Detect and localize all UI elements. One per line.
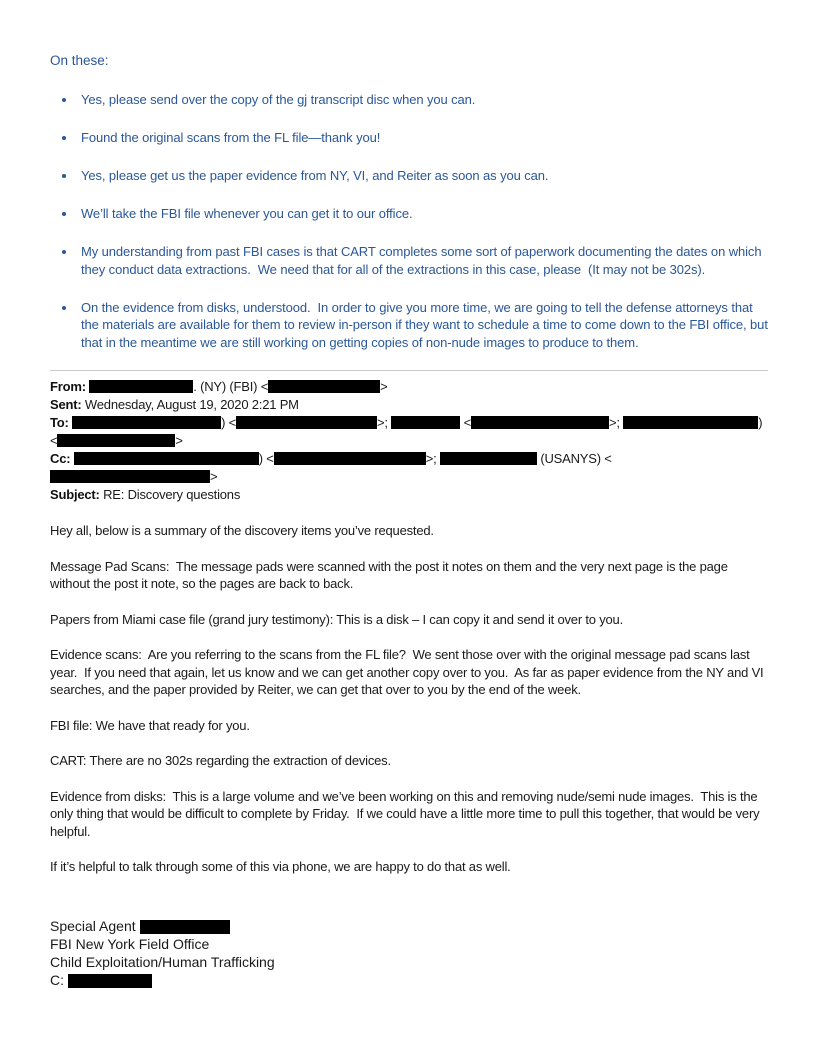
body-paragraph: Hey all, below is a summary of the discovery items you’ve requested. (50, 523, 434, 538)
signature-cell (50, 971, 768, 989)
header-field-label: Subject: (50, 487, 104, 502)
bullet-item: • Yes, please get us the paper evidence from NY, VI, and Reiter as soon as you can. (77, 167, 768, 185)
redaction-bar (471, 416, 609, 429)
body-paragraph: Message Pad Scans: The message pads were scanned with the post it notes on them and the very next page is the page without the post it note, so the pages are back to back. (50, 558, 732, 591)
email-body (50, 522, 768, 876)
header-line-to (50, 414, 768, 432)
bullet-item: • Yes, please send over the copy of the gj transcript disc when you can. (77, 91, 768, 109)
body-paragraph: Evidence from disks: This is a large volume and we’ve been working on this and removing nude/semi nude images. This is the only thing that would be difficult to complete by Friday. If we could have a little more time to pull this together, that would be very helpful. (50, 788, 763, 839)
email-header (50, 378, 768, 504)
signature-unit (50, 953, 768, 971)
redaction-bar (236, 416, 377, 429)
body-paragraph: If it’s helpful to talk through some of this via phone, we are happy to do that as well. (50, 859, 511, 874)
signature-name (50, 917, 768, 935)
text-segment: FBI New York Field Office (50, 935, 210, 952)
redaction-bar (50, 470, 210, 483)
text-segment: Wednesday, August 19, 2020 2:21 PM (84, 397, 299, 412)
body-paragraph: Evidence scans: Are you referring to the scans from the FL file? We sent those over with the original message pad scans last year. If you need that again, let us know and we can get another copy over to you. As far as paper evidence from the NY and VI searches, and the paper provided by Reiter, we can get that over to you by the end of the week. (50, 647, 767, 697)
header-field-label: From: (50, 379, 90, 394)
text-segment: >; (425, 451, 440, 466)
text-segment: Child Exploitation/Human Trafficking (50, 953, 275, 970)
text-segment: RE: Discovery questions (103, 487, 241, 502)
text-segment: C: (50, 971, 68, 988)
header-line-sent (50, 396, 768, 414)
body-paragraph: CART: There are no 302s regarding the extraction of devices. (50, 753, 391, 768)
signature-office (50, 935, 768, 953)
header-line-to-continued (50, 432, 768, 450)
quoted-reply-section (50, 52, 772, 351)
text-segment: >; (609, 415, 624, 430)
redaction-bar (57, 434, 175, 447)
redaction-bar (89, 380, 193, 393)
text-segment: > (210, 469, 218, 484)
text-segment: ) < (221, 415, 236, 430)
text-segment: . (NY) (FBI) < (193, 379, 269, 394)
redaction-bar (68, 974, 152, 988)
text-segment: Special Agent (50, 917, 140, 934)
redaction-bar (440, 452, 537, 465)
redaction-bar (274, 452, 426, 465)
text-segment: < (50, 433, 58, 448)
header-field-label: Cc: (50, 451, 74, 466)
text-segment: ) < (258, 451, 274, 466)
redaction-bar (623, 416, 758, 429)
redaction-bar (72, 416, 221, 429)
redaction-bar (268, 380, 380, 393)
bullet-item: • We’ll take the FBI file whenever you can get it to our office. (77, 205, 768, 223)
bullet-item: • My understanding from past FBI cases is that CART completes some sort of paperwork documenting the dates on which they conduct data extractions. We need that for all of the extractions in this case, please (It may not be 302s). (77, 243, 768, 278)
bullet-item: • On the evidence from disks, understood. In order to give you more time, we are going to tell the defense attorneys that the materials are available for them to review in-person if they want to schedule a time to come down to the FBI office, but that in the meantime we are still working on getting copies of non-nude images to produce to them. (77, 299, 768, 352)
text-segment: < (460, 415, 472, 430)
redaction-bar (140, 920, 230, 934)
header-line-subject (50, 486, 768, 504)
header-field-label: To: (50, 415, 73, 430)
header-line-cc (50, 450, 768, 486)
signature-block (50, 917, 768, 989)
redaction-bar (74, 452, 259, 465)
bullet-item: • Found the original scans from the FL file—thank you! (77, 129, 768, 147)
text-segment: > (380, 379, 388, 394)
text-segment: > (175, 433, 183, 448)
quoted-intro: On these: (50, 53, 109, 68)
header-line-from (50, 378, 768, 396)
header-separator (50, 370, 768, 371)
body-paragraph: Papers from Miami case file (grand jury testimony): This is a disk – I can copy it and send it over to you. (50, 611, 623, 627)
body-paragraph: FBI file: We have that ready for you. (50, 717, 250, 733)
text-segment: (USANYS) < (536, 451, 612, 466)
text-segment: >; (377, 415, 392, 430)
redaction-bar (391, 416, 460, 429)
bullet-list (50, 91, 772, 351)
header-field-label: Sent: (50, 397, 85, 412)
text-segment: ) (758, 415, 763, 430)
